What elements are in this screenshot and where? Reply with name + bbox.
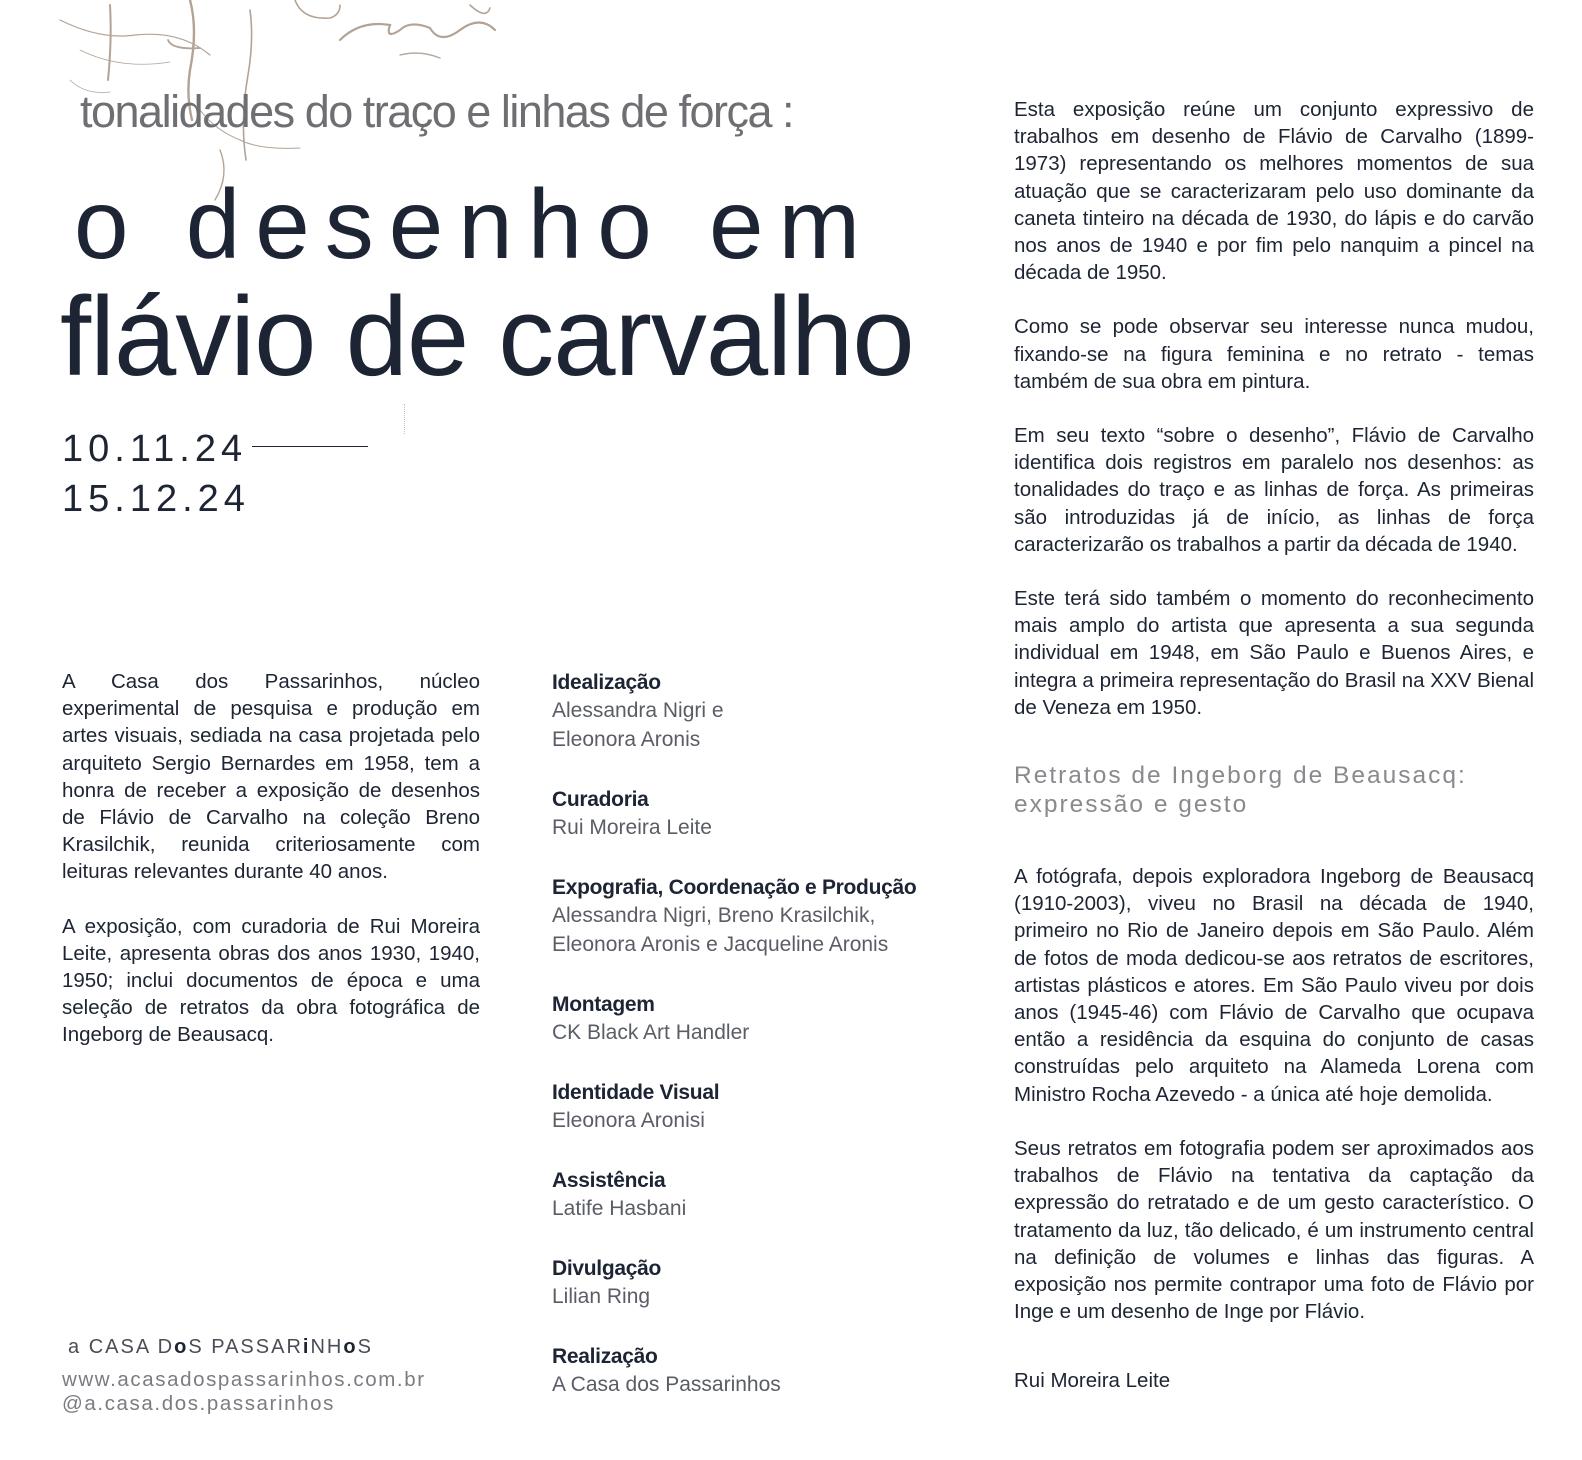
credit-role: Divulgação: [552, 1257, 662, 1280]
section-paragraph: Seus retratos em fotografia podem ser aproximados aos trabalhos de Flávio na tentativa da captação da expressão do retratado e de um gesto característico. O tratamento da luz, tão delicado, é um instrumento central na definição de volumes e linhas das figuras. A exposição nos permite contrapor uma foto de Flávio por Inge e um desenho de Inge por Flávio.: [1014, 1136, 1534, 1324]
social-handle-link[interactable]: @a.casa.dos.passarinhos: [62, 1392, 335, 1415]
credits-list: [552, 670, 972, 1432]
credit-name: CK Black Art Handler: [552, 1021, 750, 1044]
credit-item: [552, 1344, 972, 1399]
essay-text: [1014, 96, 1534, 1414]
credit-role: Idealização: [552, 671, 661, 694]
credit-name: Latife Hasbani: [552, 1197, 687, 1220]
exhibition-title-line-2: flávio de carvalho: [60, 274, 914, 399]
essay-paragraph: Este terá sido também o momento do reconhecimento mais amplo do artista que apresenta a sua segunda individual em 1948, em São Paulo e Buenos Aires, e integra a primeira representação do Brasil na XXV Bienal de Veneza em 1950.: [1014, 587, 1534, 719]
credit-role: Identidade Visual: [552, 1081, 720, 1104]
credit-item: [552, 875, 972, 959]
website-link[interactable]: www.acasadospassarinhos.com.br: [62, 1368, 426, 1391]
essay-paragraph: Esta exposição reúne um conjunto expressivo de trabalhos em desenho de Flávio de Carvalho (1899-1973) representando os melhores momentos de sua atuação que se caracterizaram pelo uso dominante da caneta tinteiro na década de 1930, do lápis e do carvão nos anos de 1940 e por fim pelo nanquim a pincel na década de 1950.: [1014, 98, 1534, 285]
credit-role: Assistência: [552, 1169, 666, 1192]
credit-name: Eleonora Aronis: [552, 728, 701, 751]
date-range-line: [252, 446, 368, 447]
credit-role: Montagem: [552, 993, 655, 1016]
intro-paragraph: A exposição, com curadoria de Rui Moreira Leite, apresenta obras dos anos 1930, 1940, 1950; inclui documentos de época e uma seleção de retratos da obra fotográfica de Ingeborg de Beausacq.: [62, 914, 480, 1047]
credit-name: A Casa dos Passarinhos: [552, 1373, 781, 1396]
credit-item: [552, 787, 972, 842]
start-date: 10.11.24: [62, 428, 248, 470]
credit-item: [552, 670, 972, 754]
section-heading-line-2: expressão e gesto: [1014, 791, 1249, 819]
credit-item: [552, 1168, 972, 1223]
section-heading: [1014, 761, 1534, 819]
exhibition-subtitle: tonalidades do traço e linhas de força :: [80, 86, 793, 137]
credit-name: Alessandra Nigri e: [552, 699, 724, 722]
credit-name: Rui Moreira Leite: [552, 816, 712, 839]
section-paragraph: A fotógrafa, depois exploradora Ingeborg de Beausacq (1910-2003), viveu no Brasil na década de 1940, primeiro no Rio de Janeiro depois em São Paulo. Além de fotos de moda dedicou-se aos retratos de escritores, artistas plásticos e atores. Em São Paulo viveu por dois anos (1945-46) com Flávio de Carvalho que ocupava então a residência da esquina do conjunto de casas construídas pelo arquiteto na Alameda Lorena com Ministro Rocha Azevedo - a única até hoje demolida.: [1014, 865, 1534, 1106]
credit-item: [552, 992, 972, 1047]
credit-name: Eleonora Aronis e Jacqueline Aronis: [552, 933, 889, 956]
casa-logo: [68, 1336, 373, 1359]
credit-name: Alessandra Nigri, Breno Krasilchik,: [552, 904, 876, 927]
section-heading-line-1: Retratos de Ingeborg de Beausacq:: [1014, 762, 1467, 790]
essay-paragraph: Em seu texto “sobre o desenho”, Flávio de Carvalho identifica dois registros em paralelo nos desenhos: as tonalidades do traço e as linhas de força. As primeiras são introduzidas já de início, as linhas de força caracterizarão os trabalhos a partir da década de 1940.: [1014, 424, 1534, 556]
credit-role: Realização: [552, 1345, 658, 1368]
intro-text: [62, 668, 480, 1049]
intro-paragraph: A Casa dos Passarinhos, núcleo experimental de pesquisa e produção em artes visuais, sediada na casa projetada pelo arquiteto Sergio Bernardes em 1958, tem a honra de receber a exposição de desenhos de Flávio de Carvalho na coleção Breno Krasilchik, reunida criteriosamente com leituras relevantes durante 40 anos.: [62, 670, 480, 884]
credit-name: Eleonora Aronisi: [552, 1109, 705, 1132]
credit-item: [552, 1256, 972, 1311]
decorative-divider: [404, 404, 405, 434]
credit-name: Lilian Ring: [552, 1285, 651, 1308]
credit-role: Expografia, Coordenação e Produção: [552, 876, 917, 899]
author-signature: Rui Moreira Leite: [1014, 1369, 1171, 1393]
credit-item: [552, 1080, 972, 1135]
end-date: 15.12.24: [62, 478, 250, 520]
logo-text: a CASA DoS PASSARiNHoS: [68, 1336, 373, 1358]
exhibition-title-line-1: o desenho em: [74, 169, 876, 279]
essay-paragraph: Como se pode observar seu interesse nunca mudou, fixando-se na figura feminina e no retrato - temas também de sua obra em pintura.: [1014, 315, 1534, 393]
credit-role: Curadoria: [552, 788, 649, 811]
